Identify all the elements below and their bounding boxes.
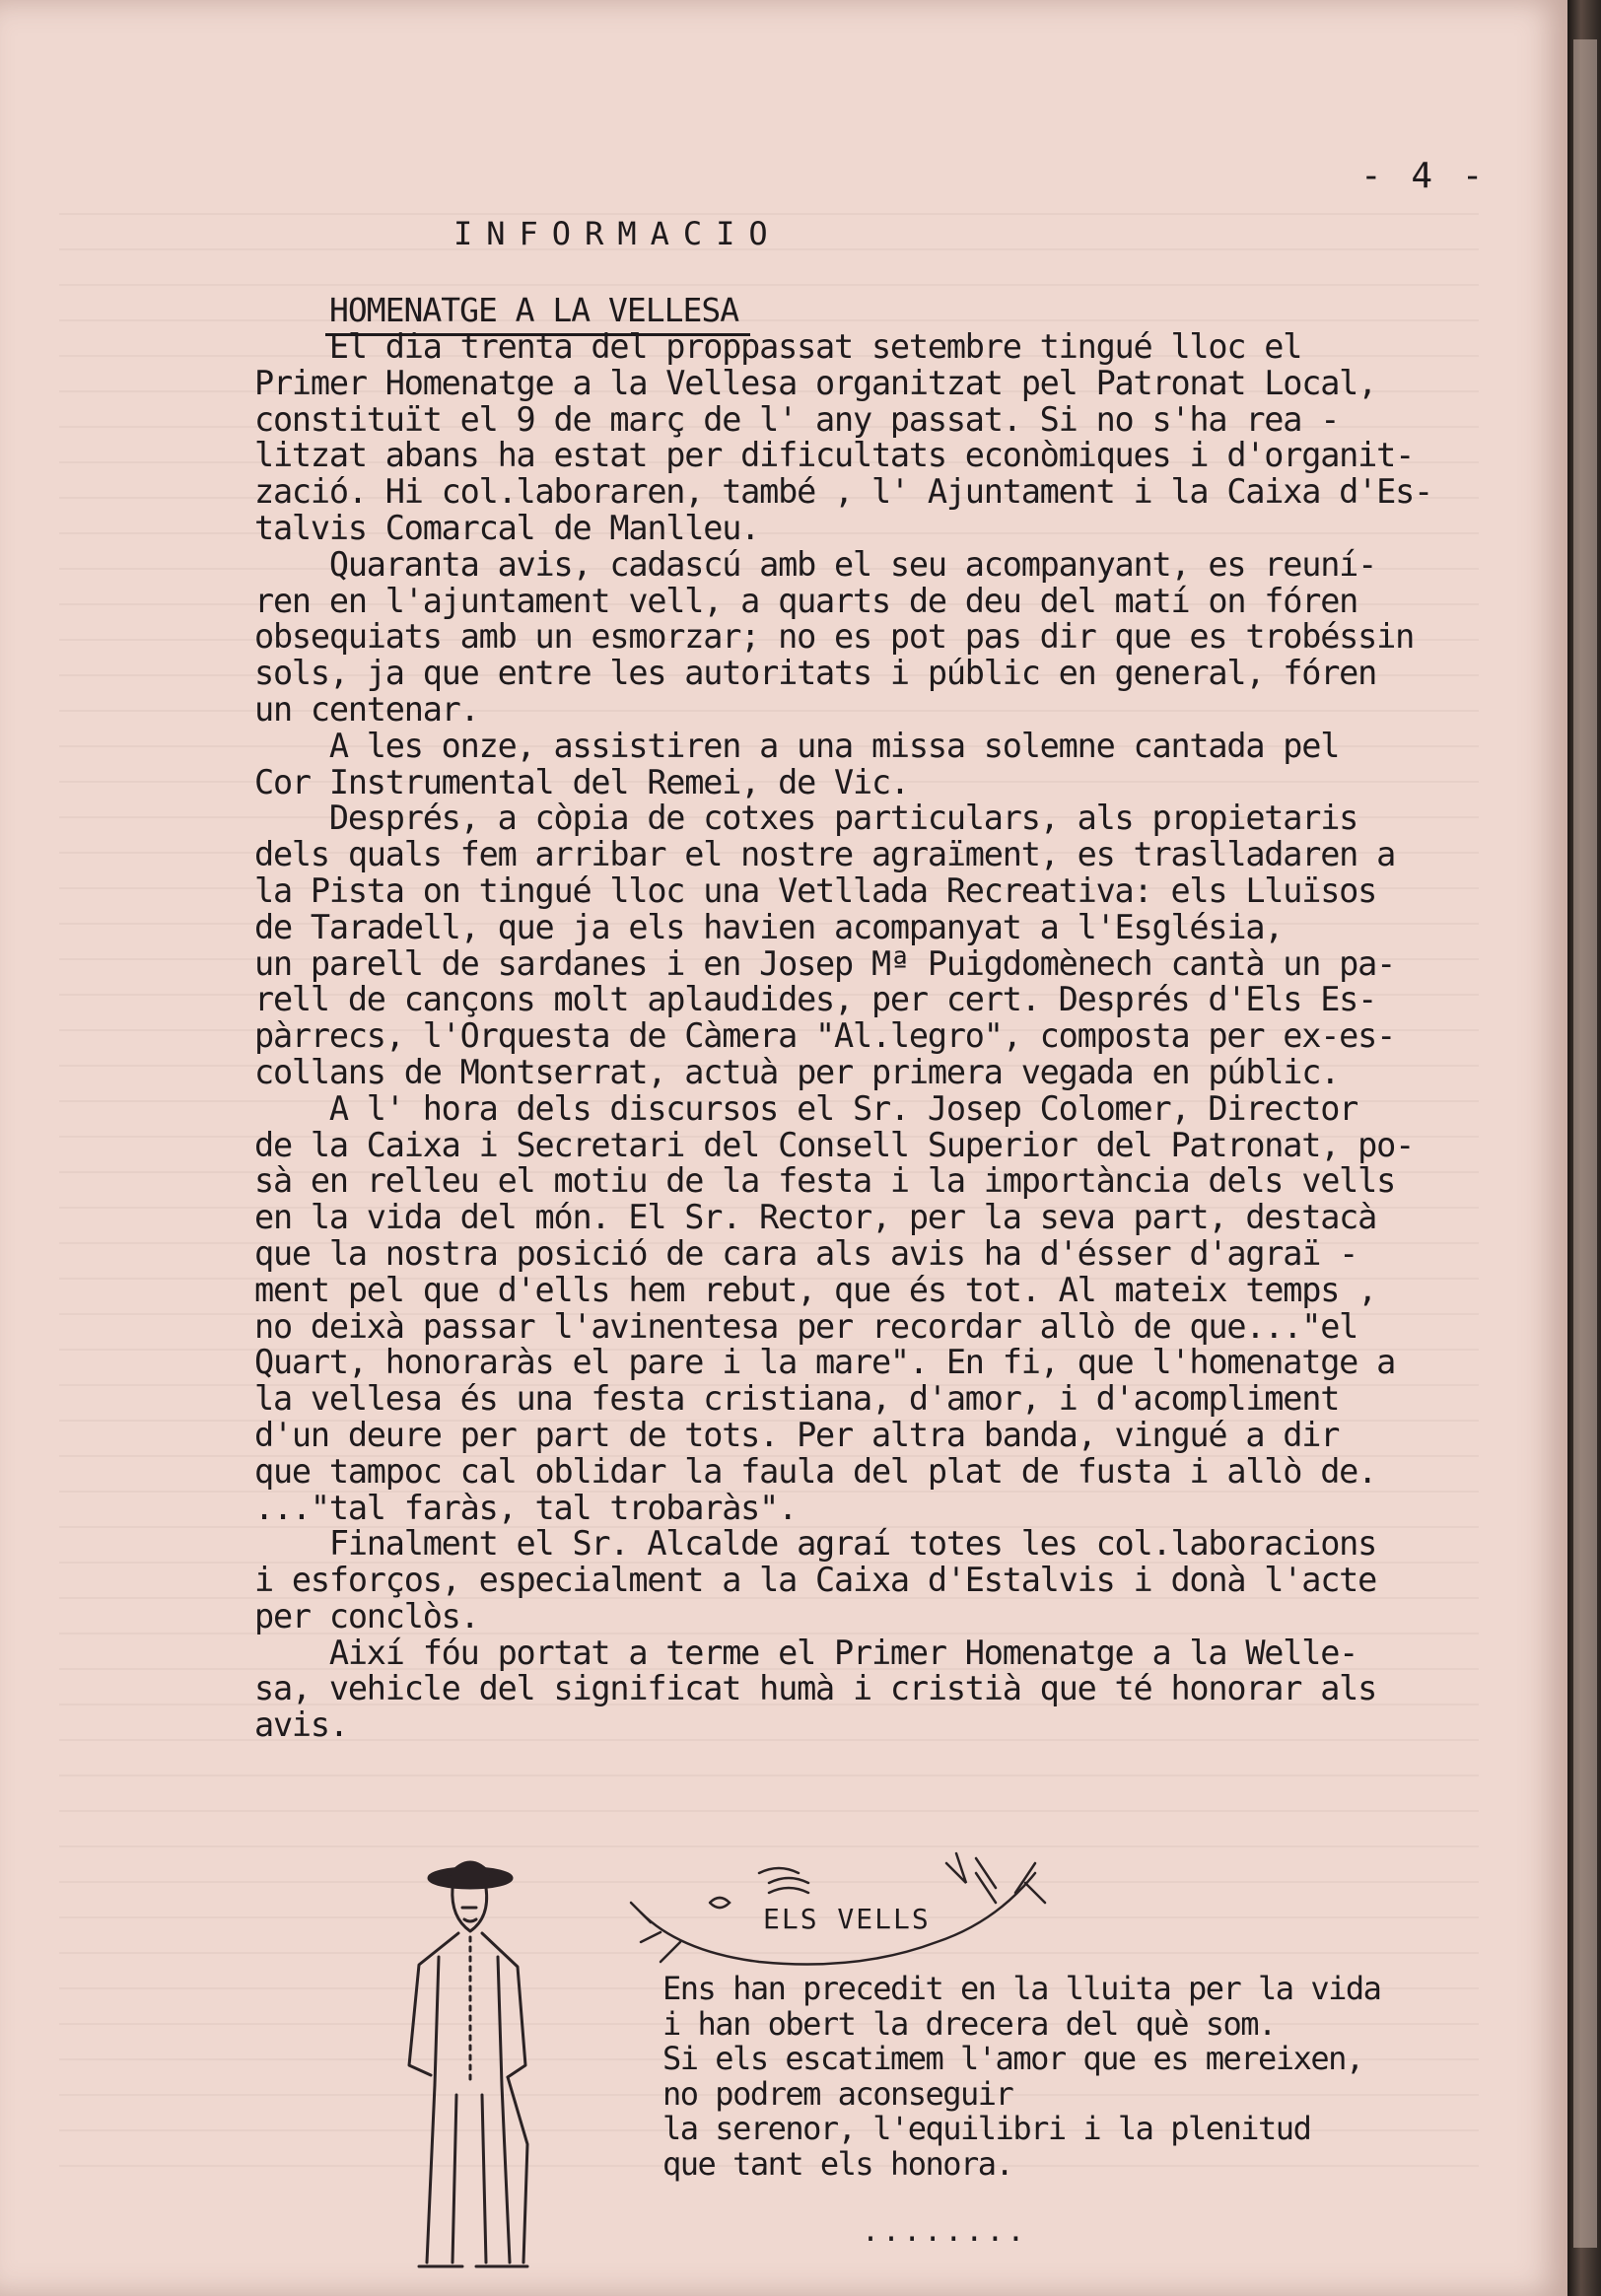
article-line: Així fóu portat a terme el Primer Homenatge a la Welle- bbox=[254, 1633, 1358, 1672]
poem-line: i han obert la drecera del què som. bbox=[662, 2004, 1276, 2043]
article-line: Finalment el Sr. Alcalde agraí totes les col.laboracions bbox=[254, 1524, 1377, 1564]
poem-title: ELS VELLS bbox=[763, 1903, 931, 1935]
article-line: que la nostra posició de cara als avis ha d'ésser d'agraï - bbox=[254, 1233, 1358, 1273]
article-line: Cor Instrumental del Remei, de Vic. bbox=[254, 762, 909, 801]
article-line: per conclòs. bbox=[254, 1596, 479, 1635]
article-body bbox=[254, 329, 1526, 1744]
article-line: en la vida del món. El Sr. Rector, per la seva part, destacà bbox=[254, 1198, 1377, 1237]
article-line: Primer Homenatge a la Vellesa organitzat pel Patronat Local, bbox=[254, 363, 1377, 402]
article-line: de la Caixa i Secretari del Consell Superior del Patronat, po- bbox=[254, 1125, 1415, 1164]
article-line: pàrrecs, l'Orquesta de Càmera "Al.legro", composta per ex-es- bbox=[254, 1016, 1396, 1056]
article-line: litzat abans ha estat per dificultats econòmiques i d'organit- bbox=[254, 436, 1415, 475]
poem-line: que tant els honora. bbox=[662, 2144, 1013, 2183]
article-line: dels quals fem arribar el nostre agraïment, es traslladaren a bbox=[254, 835, 1396, 874]
article-heading: HOMENATGE A LA VELLESA bbox=[325, 291, 750, 336]
article-line: la vellesa és una festa cristiana, d'amor, i d'acompliment bbox=[254, 1379, 1340, 1419]
article-line: ment pel que d'ells hem rebut, que és tot. Al mateix temps , bbox=[254, 1270, 1377, 1309]
next-page-edge bbox=[1567, 0, 1601, 2296]
article-line: avis. bbox=[254, 1705, 348, 1745]
article-line: un parell de sardanes i en Josep Mª Puigdomènech cantà un pa- bbox=[254, 943, 1396, 983]
article-line: i esforços, especialment a la Caixa d'Estalvis i donà l'acte bbox=[254, 1561, 1377, 1600]
article-line: ..."tal faràs, tal trobaràs". bbox=[254, 1488, 798, 1527]
article-line: talvis Comarcal de Manlleu. bbox=[254, 508, 760, 547]
poem-line: la serenor, l'equilibri i la plenitud bbox=[662, 2110, 1311, 2147]
article-line: sà en relleu el motiu de la festa i la importància dels vells bbox=[254, 1161, 1396, 1201]
old-man-sketch bbox=[380, 1848, 557, 2282]
article-line: collans de Montserrat, actuà per primera vegada en públic. bbox=[254, 1052, 1340, 1091]
article-line: obsequiats amb un esmorzar; no es pot pas dir que es trobéssin bbox=[254, 617, 1415, 657]
article-line: A les onze, assistiren a una missa solemne cantada pel bbox=[254, 726, 1340, 765]
article-line: zació. Hi col.laboraren, també , l' Ajuntament i la Caixa d'Es- bbox=[254, 472, 1433, 512]
article-line: Quart, honoraràs el pare i la mare". En fi, que l'homenatge a bbox=[254, 1343, 1396, 1382]
article-line: A l' hora dels discursos el Sr. Josep Colomer, Director bbox=[254, 1088, 1358, 1128]
article-line: de Taradell, que ja els havien acompanyat a l'Església, bbox=[254, 907, 1284, 946]
poem-line: Si els escatimem l'amor que es mereixen, bbox=[662, 2040, 1363, 2077]
page-number: - 4 - bbox=[1360, 156, 1488, 196]
article-line: sols, ja que entre les autoritats i públic en general, fóren bbox=[254, 654, 1377, 693]
article-line: la Pista on tingué lloc una Vetllada Recreativa: els Lluïsos bbox=[254, 870, 1377, 910]
article-line: Quaranta avis, cadascú amb el seu acompanyant, es reuní- bbox=[254, 544, 1377, 584]
article-line: Després, a còpia de cotxes particulars, als propietaris bbox=[254, 799, 1358, 838]
poem-line: Ens han precedit en la lluita per la vida bbox=[662, 1970, 1381, 2007]
poem-body bbox=[662, 1972, 1380, 2182]
article-line: que tampoc cal oblidar la faula del plat de fusta i allò de. bbox=[254, 1451, 1377, 1491]
article-line: ren en l'ajuntament vell, a quarts de deu del matí on fóren bbox=[254, 581, 1358, 620]
article-line: constituït el 9 de març de l' any passat. Si no s'ha rea - bbox=[254, 399, 1340, 439]
article-line: rell de cançons molt aplaudides, per cert. Després d'Els Es- bbox=[254, 980, 1377, 1019]
article-line: El dia trenta del proppassat setembre tingué lloc el bbox=[254, 327, 1302, 366]
poem-line: no podrem aconseguir bbox=[662, 2074, 1013, 2113]
article-line: un centenar. bbox=[254, 689, 479, 729]
poem-closing-dots: ........ bbox=[862, 2214, 1028, 2249]
article-line: no deixà passar l'avinentesa per recordar allò de que..."el bbox=[254, 1306, 1358, 1346]
article-line: sa, vehicle del significat humà i cristià que té honorar als bbox=[254, 1669, 1377, 1708]
section-title: INFORMACIO bbox=[453, 215, 782, 252]
article-line: d'un deure per part de tots. Per altra banda, vingué a dir bbox=[254, 1415, 1340, 1454]
